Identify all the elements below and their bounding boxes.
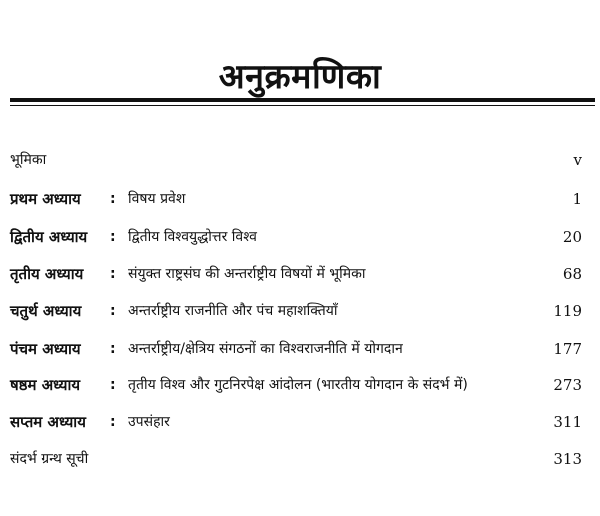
toc-entry-label: पंचम अध्याय — [10, 340, 81, 358]
toc-entry-chapter-5[interactable] — [10, 336, 582, 362]
toc-entry-page: 20 — [562, 228, 582, 246]
toc-entry-label: भूमिका — [10, 152, 47, 168]
toc-entry-page: 119 — [553, 302, 582, 320]
toc-entry-page: v — [573, 151, 582, 169]
toc-entry-preface[interactable] — [10, 147, 582, 173]
toc-entry-separator: : — [110, 191, 116, 207]
toc-entry-separator: : — [110, 377, 116, 393]
toc-entry-chapter-3[interactable] — [10, 261, 582, 287]
toc-entry-chapter-6[interactable] — [10, 372, 582, 398]
toc-entry-title: तृतीय विश्व और गुटनिरपेक्ष आंदोलन (भारतीय योगदान के संदर्भ में) — [128, 377, 468, 393]
toc-entry-label: सप्तम अध्याय — [10, 413, 86, 431]
toc-entry-page: 68 — [562, 265, 582, 283]
toc-entry-bibliography[interactable] — [10, 446, 582, 472]
toc-entry-label: तृतीय अध्याय — [10, 265, 84, 283]
toc-entry-page: 313 — [553, 450, 582, 468]
toc-entry-title: अन्तर्राष्ट्रीय/क्षेत्रिय संगठनों का विश्वराजनीति में योगदान — [128, 341, 403, 357]
toc-entry-page: 1 — [572, 190, 582, 208]
toc-entry-label: षष्ठम अध्याय — [10, 376, 81, 394]
toc-entry-label: प्रथम अध्याय — [10, 190, 81, 208]
toc-entry-separator: : — [110, 303, 116, 319]
toc-entry-title: उपसंहार — [128, 414, 170, 430]
toc-entry-title: द्वितीय विश्वयुद्धोत्तर विश्व — [128, 229, 257, 245]
toc-entry-chapter-7[interactable] — [10, 409, 582, 435]
toc-entry-separator: : — [110, 414, 116, 430]
toc-entry-chapter-4[interactable] — [10, 298, 582, 324]
toc-entry-chapter-1[interactable] — [10, 186, 582, 212]
toc-entry-page: 177 — [553, 340, 582, 358]
toc-entry-separator: : — [110, 229, 116, 245]
toc-entry-separator: : — [110, 341, 116, 357]
toc-entry-label: संदर्भ ग्रन्थ सूची — [10, 451, 89, 467]
toc-entry-title: विषय प्रवेश — [128, 191, 186, 207]
toc-entry-title: संयुक्त राष्ट्रसंघ की अन्तर्राष्ट्रीय विषयों में भूमिका — [128, 266, 366, 282]
toc-entry-chapter-2[interactable] — [10, 224, 582, 250]
toc-entry-page: 273 — [553, 376, 582, 394]
title-rule-thin — [10, 105, 595, 106]
toc-entry-label: द्वितीय अध्याय — [10, 228, 88, 246]
title-rule-thick — [10, 98, 595, 102]
toc-entry-label: चतुर्थ अध्याय — [10, 302, 82, 320]
toc-entry-page: 311 — [553, 413, 582, 431]
page-title: अनुक्रमणिका — [218, 57, 382, 97]
toc-entry-separator: : — [110, 266, 116, 282]
toc-entry-title: अन्तर्राष्ट्रीय राजनीति और पंच महाशक्तियाँ — [128, 303, 338, 319]
